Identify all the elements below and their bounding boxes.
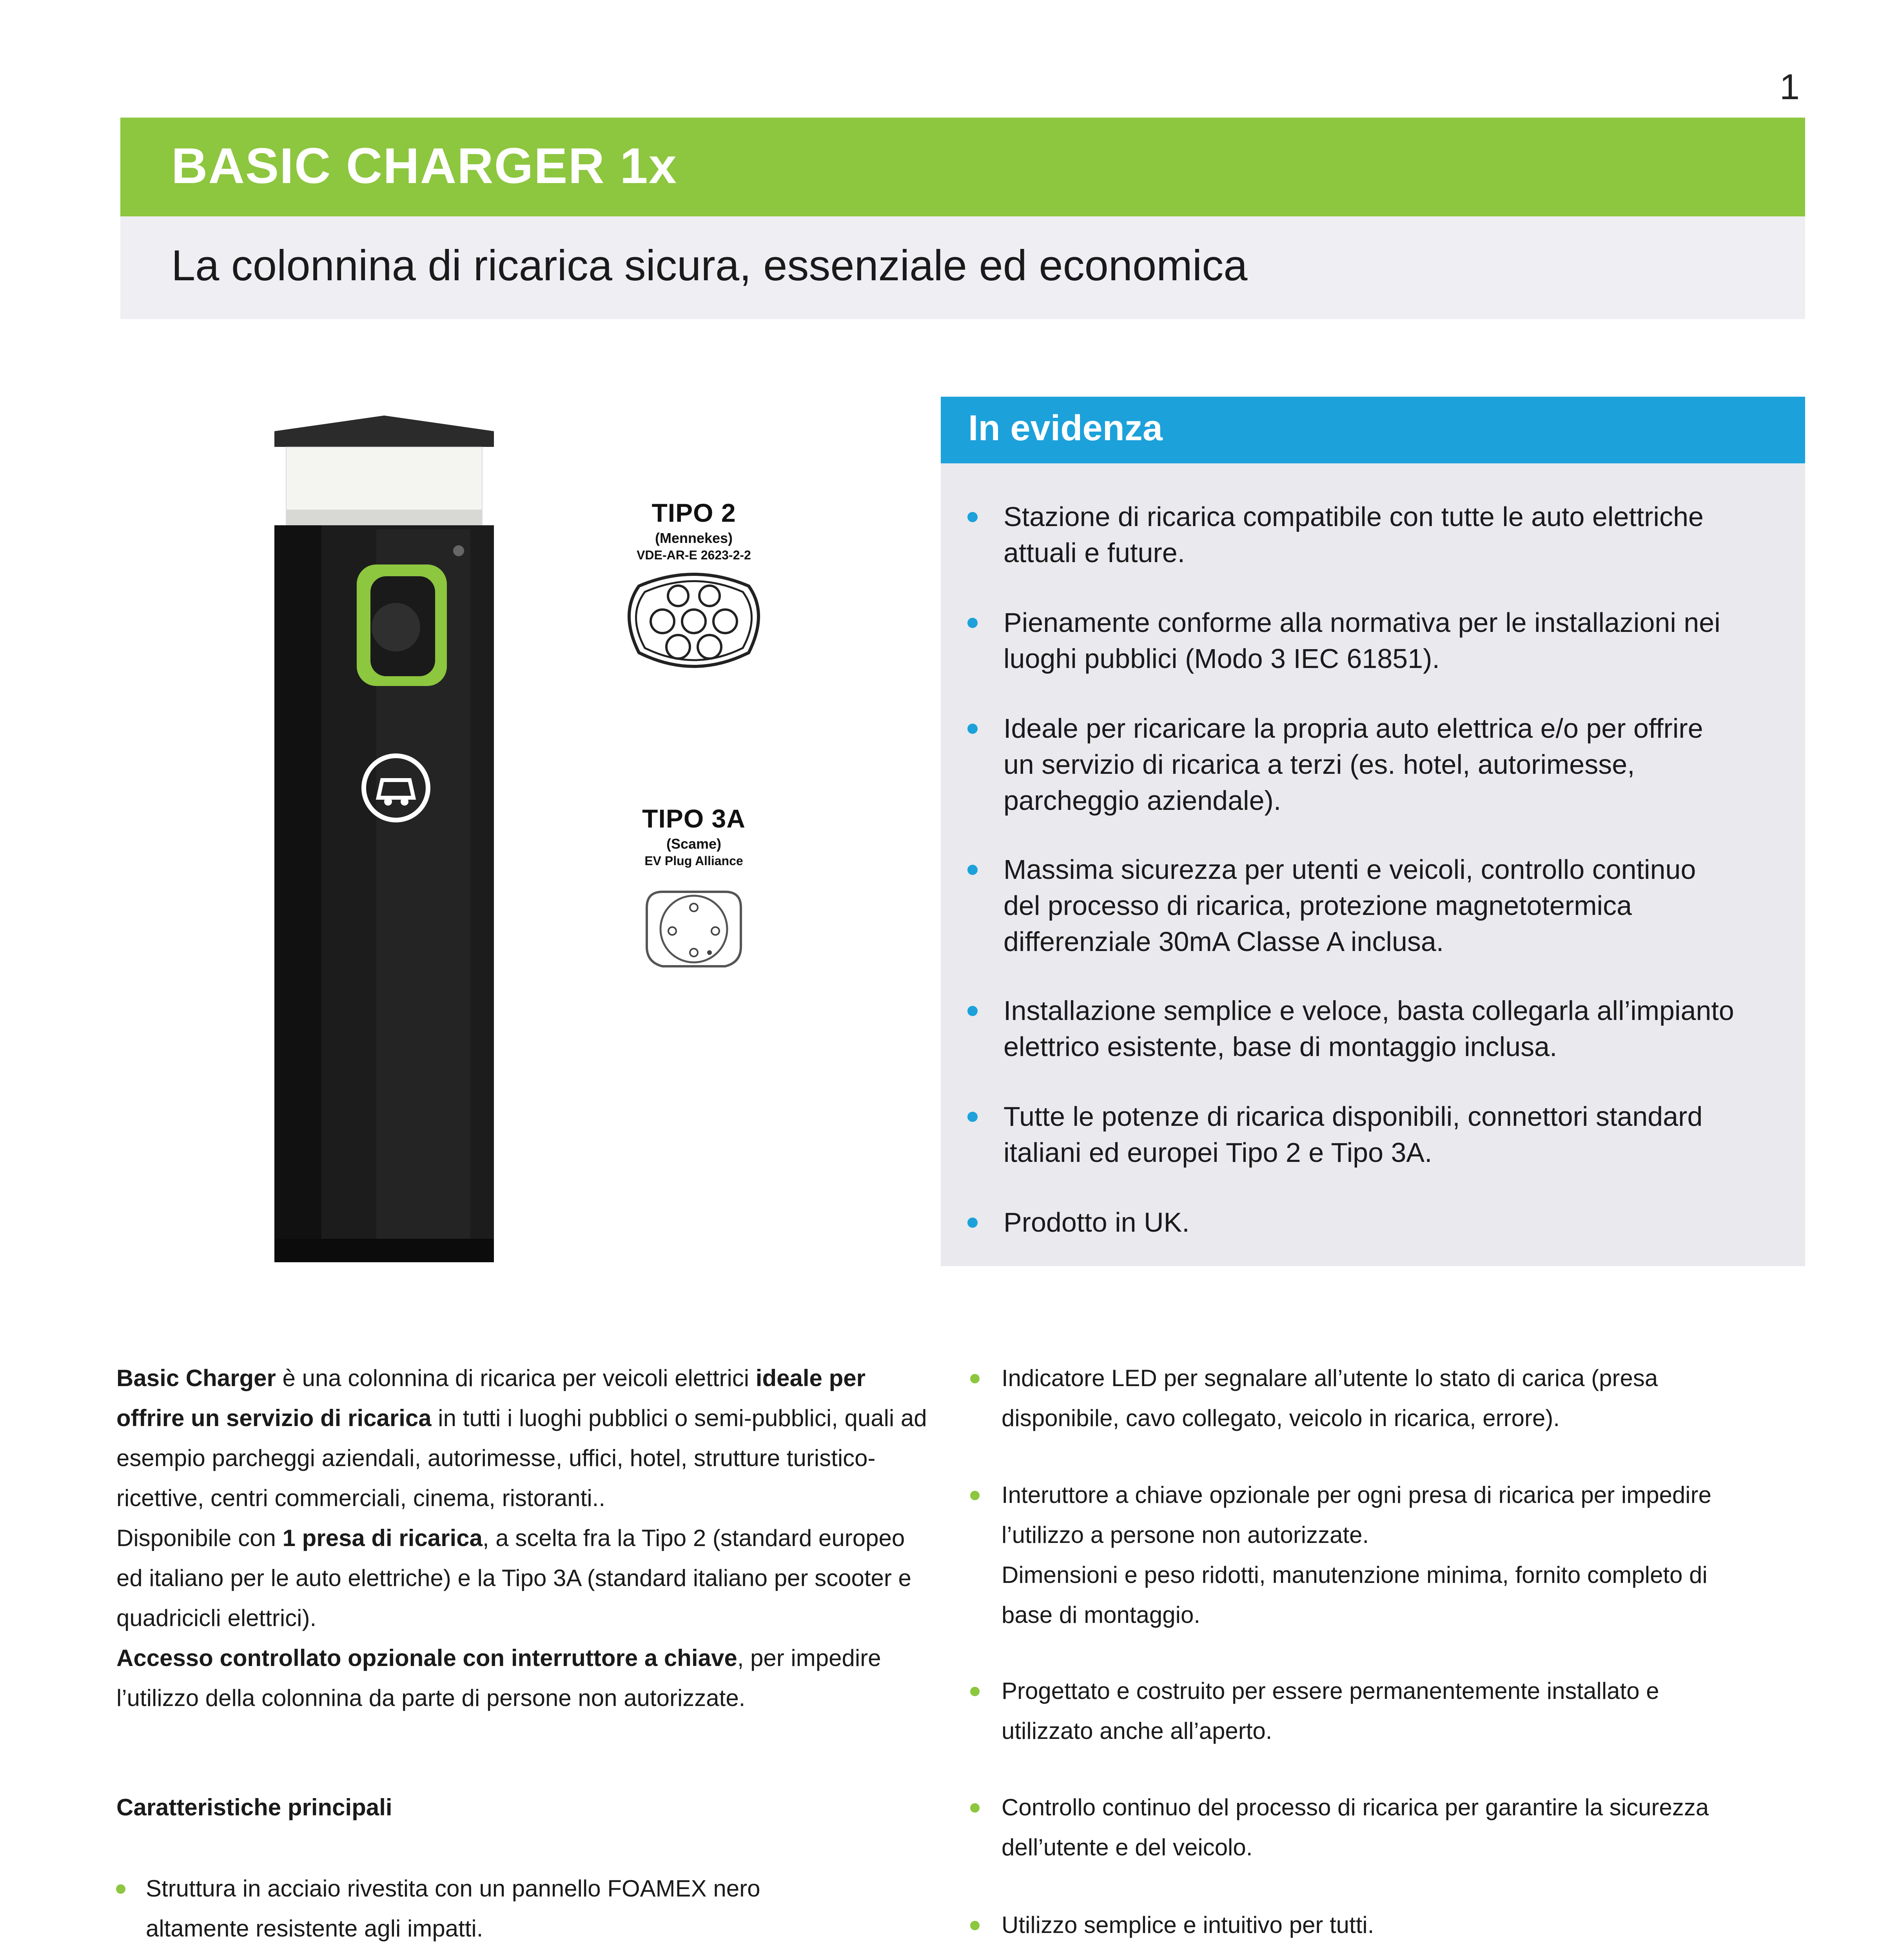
bullet-icon: [970, 1491, 980, 1500]
feature-item: Interuttore a chiave opzionale per ogni presa di ricarica per impedire l’utilizzo a persone non autorizzate. Dimensioni e peso ridotti, manutenzione minima, fornito completo di base di montaggio.: [1002, 1475, 1711, 1635]
highlight-item: Ideale per ricaricare la propria auto elettrica e/o per offrire un servizio di ricarica a terzi (es. hotel, autorimesse, parcheggio aziendale).: [1003, 710, 1784, 818]
highlight-item: Tutte le potenze di ricarica disponibili, connettori standard italiani ed europei Tipo 2 e Tipo 3A.: [1003, 1098, 1784, 1171]
highlights-header: [941, 397, 1805, 463]
charger-illustration: [259, 416, 510, 1274]
intro-text: [116, 1358, 932, 1718]
highlight-item: Stazione di ricarica compatibile con tutte le auto elettriche attuali e future.: [1003, 499, 1784, 571]
tipo3a-block: [580, 804, 807, 988]
bullet-icon: [967, 512, 978, 522]
tipo2-connector-icon: [580, 563, 807, 680]
bullet-icon: [967, 618, 978, 628]
bullet-icon: [967, 1218, 978, 1228]
bullet-icon: [970, 1687, 980, 1696]
bullet-icon: [967, 724, 978, 734]
feature-item: Indicatore LED per segnalare all’utente lo stato di carica (presa disponibile, cavo collegato, veicolo in ricarica, errore).: [1002, 1358, 1658, 1438]
feature-item: Utilizzo semplice e intuitivo per tutti.: [1002, 1905, 1374, 1945]
intro-paragraph-2: Disponibile con 1 presa di ricarica, a scelta fra la Tipo 2 (standard europeo ed italiano per le auto elettriche) e la Tipo 3A (standard italiano per scooter e quadricicli elettrici).: [116, 1525, 911, 1631]
bullet-icon: [970, 1803, 980, 1813]
highlights-panel: [941, 397, 1805, 1266]
highlight-item: Installazione semplice e veloce, basta collegarla all’impianto elettrico esistente, base di montaggio inclusa.: [1003, 993, 1784, 1065]
highlights-title: In evidenza: [968, 408, 1163, 448]
page-subtitle: La colonnina di ricarica sicura, essenziale ed economica: [171, 241, 1248, 290]
tipo2-standard: VDE-AR-E 2623-2-2: [637, 548, 751, 562]
features-title: Caratteristiche principali: [116, 1794, 392, 1820]
feature-item: Progettato e costruito per essere permanentemente installato e utilizzato anche all’aperto.: [1002, 1671, 1659, 1751]
highlight-item: Massima sicurezza per utenti e veicoli, controllo continuo del processo di ricarica, protezione magnetotermica differenziale 30mA Classe A inclusa.: [1003, 851, 1784, 960]
tipo2-brand: (Mennekes): [655, 530, 733, 546]
bullet-icon: [967, 1006, 978, 1016]
page-title: BASIC CHARGER 1x: [171, 138, 677, 194]
tipo2-block: [580, 498, 807, 682]
tipo3a-brand: (Scame): [666, 836, 722, 852]
page-number: 1: [1779, 67, 1800, 107]
tipo3a-name: TIPO 3A: [642, 804, 746, 833]
bullet-icon: [116, 1884, 125, 1894]
bullet-icon: [970, 1921, 980, 1930]
highlight-item: Pienamente conforme alla normativa per le installazioni nei luoghi pubblici (Modo 3 IEC 61851).: [1003, 604, 1784, 677]
bullet-icon: [967, 1112, 978, 1122]
subtitle-bar: [120, 216, 1805, 319]
intro-paragraph-3: Accesso controllato opzionale con interruttore a chiave, per impedire l’utilizzo della colonnina da parte di persone non autorizzate.: [116, 1645, 881, 1711]
feature-item: Struttura in acciaio rivestita con un pannello FOAMEX nero altamente resistente agli impatti.: [146, 1869, 760, 1949]
bullet-icon: [970, 1374, 980, 1383]
title-bar: [120, 118, 1805, 216]
tipo3a-connector-icon: [580, 868, 807, 986]
tipo3a-standard: EV Plug Alliance: [644, 854, 743, 868]
highlight-item: Prodotto in UK.: [1003, 1204, 1784, 1240]
intro-paragraph-1: Basic Charger è una colonnina di ricarica per veicoli elettrici ideale per offrire un servizio di ricarica in tutti i luoghi pubblici o semi-pubblici, quali ad esempio parcheggi aziendali, autorimesse, uffici, hotel, strutture turistico-ricettive, centri commerciali, cinema, ristoranti..: [116, 1365, 927, 1511]
feature-item: Controllo continuo del processo di ricarica per garantire la sicurezza dell’utente e del veicolo.: [1002, 1788, 1709, 1867]
tipo2-name: TIPO 2: [651, 498, 736, 527]
bullet-icon: [967, 865, 978, 875]
